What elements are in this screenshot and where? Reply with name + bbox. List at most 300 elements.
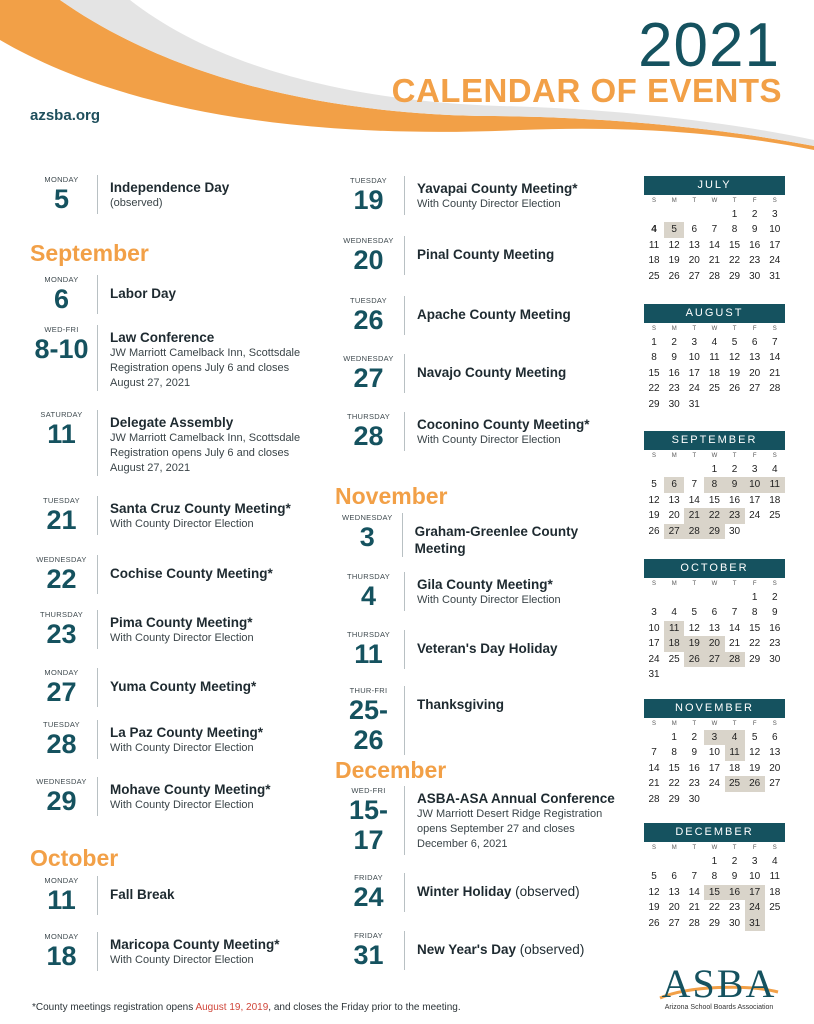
event-info	[98, 555, 273, 594]
mini-day: 8	[711, 871, 718, 883]
event-day-number: 29	[46, 786, 77, 816]
event-weekday: WEDNESDAY	[342, 513, 393, 522]
event-weekday: WED-FRI	[44, 325, 79, 334]
event-day-number: 28	[46, 729, 77, 759]
event-row	[28, 876, 328, 915]
mini-day: 15	[648, 367, 660, 379]
mini-empty-cell	[684, 207, 704, 222]
mini-day: 17	[648, 638, 660, 650]
mini-day: 3	[651, 607, 657, 619]
site-link[interactable]: azsba.org	[30, 107, 101, 124]
mini-day: 26	[668, 270, 680, 282]
mini-day: 7	[772, 337, 778, 348]
mini-weekday-label: F	[752, 581, 757, 587]
event-info	[405, 176, 578, 215]
event-date	[335, 354, 405, 393]
mini-day: 29	[648, 398, 660, 410]
event-info	[405, 873, 580, 912]
mini-empty-cell	[644, 590, 664, 605]
event-title-text: Delegate Assembly	[110, 415, 234, 430]
event-title-note: (observed)	[511, 884, 580, 899]
event-date	[335, 786, 405, 855]
mini-day: 31	[688, 398, 700, 410]
mini-weekday-label: S	[772, 326, 777, 332]
mini-day: 9	[751, 224, 758, 236]
mini-empty-cell	[644, 730, 664, 745]
event-detail: JW Marriott Camelback Inn, Scottsdale	[110, 432, 301, 444]
event-detail: JW Marriott Camelback Inn, Scottsdale	[110, 347, 301, 359]
event-row	[335, 296, 625, 335]
mini-day: 8	[671, 747, 677, 759]
mini-empty-cell	[644, 462, 664, 477]
event-day-number: 25-26	[348, 695, 389, 755]
mini-calendar-title: DECEMBER	[644, 823, 785, 842]
mini-empty-cell	[684, 462, 704, 477]
event-day-number: 27	[353, 363, 384, 393]
event-weekday: THURSDAY	[346, 412, 391, 421]
mini-weekday-label: T	[732, 581, 737, 587]
mini-weekday-label: M	[671, 845, 677, 851]
mini-day: 11	[709, 352, 720, 364]
mini-weekday-label: W	[711, 198, 718, 204]
mini-day: 15	[708, 494, 720, 506]
mini-day: 21	[708, 255, 720, 267]
mini-day: 23	[769, 638, 781, 650]
mini-day: 11	[725, 745, 745, 760]
mini-day: 24	[708, 778, 720, 790]
event-row	[335, 630, 625, 669]
event-title	[110, 724, 263, 741]
mini-day: 3	[772, 209, 778, 220]
mini-day: 20	[704, 636, 724, 651]
event-detail: Registration opens July 6 and closes	[110, 447, 290, 459]
mini-day: 23	[725, 508, 745, 523]
mini-day: 6	[751, 337, 758, 348]
mini-day: 5	[651, 871, 657, 883]
mini-day: 15	[668, 762, 680, 774]
event-title	[110, 886, 175, 903]
mini-day: 19	[749, 762, 761, 774]
event-title-note: (observed)	[516, 942, 585, 957]
mini-day: 5	[664, 222, 684, 237]
mini-day: 11	[648, 239, 660, 251]
event-detail: opens September 27 and closes	[417, 823, 575, 835]
mini-day: 23	[729, 902, 741, 914]
event-day-number: 5	[53, 184, 70, 214]
mini-day: 7	[731, 607, 738, 619]
mini-empty-cell	[664, 207, 684, 222]
mini-day: 8	[751, 607, 758, 619]
mini-day: 25	[725, 776, 745, 791]
event-day-number: 28	[353, 421, 384, 451]
mini-day: 29	[708, 917, 720, 929]
event-title	[415, 523, 625, 557]
event-row	[335, 513, 625, 557]
event-title-text: Independence Day	[110, 180, 230, 195]
mini-day: 30	[729, 917, 741, 929]
event-date	[335, 873, 405, 912]
mini-calendar-august	[644, 304, 785, 412]
mini-day: 14	[688, 494, 700, 506]
footnote	[32, 1002, 461, 1013]
event-date	[335, 513, 403, 557]
mini-day: 9	[691, 747, 698, 759]
event-title	[110, 614, 254, 631]
mini-day: 12	[749, 747, 761, 759]
mini-empty-cell	[684, 854, 704, 869]
mini-day: 21	[684, 508, 704, 523]
event-title	[417, 306, 571, 323]
mini-day: 31	[648, 668, 660, 680]
mini-day: 5	[691, 607, 698, 619]
mini-day: 22	[729, 255, 741, 267]
mini-day: 16	[769, 622, 781, 634]
event-title	[417, 941, 584, 958]
mini-day: 27	[704, 652, 724, 667]
event-day-number: 24	[353, 882, 384, 912]
event-title	[110, 329, 300, 346]
mini-empty-cell	[664, 590, 684, 605]
mini-calendar-december	[644, 823, 785, 931]
event-info	[98, 175, 229, 214]
event-title-text: Law Conference	[110, 330, 215, 345]
event-row	[335, 686, 625, 755]
mini-weekday-label: M	[671, 721, 677, 727]
event-row	[28, 275, 328, 314]
event-date	[335, 630, 405, 669]
event-info	[405, 236, 554, 275]
mini-day: 23	[688, 778, 700, 790]
event-title	[110, 285, 176, 302]
event-detail: December 6, 2021	[417, 838, 508, 850]
mini-day: 27	[664, 524, 684, 539]
event-title-text: Navajo County Meeting	[417, 365, 567, 380]
event-info	[405, 296, 571, 335]
event-detail: August 27, 2021	[110, 377, 191, 389]
mini-empty-cell	[704, 590, 724, 605]
mini-day: 14	[688, 886, 700, 898]
mini-weekday-label: S	[652, 198, 657, 204]
mini-day: 16	[729, 494, 741, 506]
mini-empty-cell	[684, 590, 704, 605]
mini-day: 11	[664, 621, 684, 636]
mini-day: 20	[749, 367, 761, 379]
event-date	[28, 876, 98, 915]
event-info	[405, 786, 615, 855]
event-row	[28, 325, 328, 391]
event-info	[98, 325, 300, 391]
mini-weekday-label: T	[732, 721, 737, 727]
mini-weekday-label: S	[652, 845, 657, 851]
mini-day: 10	[769, 224, 781, 236]
event-title-text: Pinal County Meeting	[417, 247, 555, 262]
event-info	[98, 668, 256, 707]
event-title-text: Fall Break	[110, 887, 175, 902]
mini-weekday-label: F	[752, 721, 757, 727]
mini-day: 22	[704, 508, 724, 523]
mini-weekday-label: T	[732, 845, 737, 851]
mini-weekday-label: T	[732, 326, 737, 332]
mini-day: 28	[688, 917, 700, 929]
mini-day: 4	[772, 856, 778, 867]
logo-word: ASBA	[661, 961, 777, 1006]
event-title	[417, 416, 590, 433]
mini-day: 5	[651, 479, 657, 491]
mini-day: 10	[749, 871, 761, 883]
event-detail: JW Marriott Desert Ridge Registration	[417, 808, 603, 820]
event-title	[417, 246, 554, 263]
footnote-text-1: *County meetings registration opens	[32, 1002, 196, 1013]
logo-tagline: Arizona School Boards Association	[664, 1004, 774, 1011]
mini-weekday-label: T	[692, 721, 697, 727]
event-detail: With County Director Election	[417, 594, 561, 606]
event-detail: (observed)	[110, 197, 163, 209]
event-date	[28, 325, 98, 391]
event-title	[110, 936, 280, 953]
mini-day: 18	[708, 367, 720, 379]
event-day-number: 19	[353, 185, 384, 215]
mini-day: 4	[651, 224, 657, 236]
event-day-number: 23	[46, 619, 77, 649]
mini-day: 23	[668, 383, 680, 395]
mini-day: 20	[769, 762, 781, 774]
mini-day: 4	[711, 337, 718, 348]
mini-day: 20	[668, 510, 680, 522]
mini-day: 8	[651, 352, 657, 364]
event-title-text: Winter Holiday	[417, 884, 512, 899]
mini-weekday-label: S	[772, 198, 777, 204]
event-info	[98, 275, 176, 314]
mini-day: 23	[749, 255, 761, 267]
footnote-date: August 19, 2019	[195, 1002, 269, 1013]
event-date	[28, 777, 98, 816]
event-weekday: TUESDAY	[350, 176, 387, 185]
mini-weekday-label: W	[711, 721, 718, 727]
mini-day: 29	[749, 653, 761, 665]
mini-day: 13	[749, 352, 761, 364]
month-heading-september: September	[30, 240, 149, 266]
event-info	[98, 410, 300, 476]
mini-day: 26	[684, 652, 704, 667]
event-detail: With County Director Election	[417, 198, 561, 210]
mini-day: 29	[668, 793, 680, 805]
footnote-text-2: , and closes the Friday prior to the meeting.	[268, 1002, 461, 1013]
mini-day: 8	[731, 224, 738, 236]
mini-day: 31	[745, 916, 765, 931]
mini-calendar-title: NOVEMBER	[644, 699, 785, 718]
event-day-number: 18	[46, 941, 77, 971]
event-date	[28, 668, 98, 707]
event-date	[28, 720, 98, 759]
mini-day: 13	[688, 239, 700, 251]
event-info	[405, 686, 504, 755]
event-info	[98, 777, 271, 816]
event-weekday: FRIDAY	[354, 873, 383, 882]
mini-day: 8	[704, 477, 724, 492]
mini-empty-cell	[664, 462, 684, 477]
mini-calendar-title: JULY	[644, 176, 785, 195]
event-title-text: Gila County Meeting*	[417, 577, 553, 592]
mini-weekday-label: T	[732, 453, 737, 459]
mini-day: 15	[729, 239, 741, 251]
event-weekday: MONDAY	[44, 275, 79, 284]
event-weekday: WEDNESDAY	[36, 777, 87, 786]
event-row	[28, 720, 328, 759]
event-title-text: Cochise County Meeting*	[110, 566, 273, 581]
event-info	[98, 876, 175, 915]
mini-empty-cell	[644, 207, 664, 222]
mini-day: 30	[769, 653, 781, 665]
mini-calendar-grid	[644, 323, 785, 412]
mini-day: 6	[711, 607, 718, 619]
mini-day: 25	[708, 383, 720, 395]
mini-day: 27	[749, 383, 761, 395]
mini-weekday-label: S	[772, 845, 777, 851]
event-title-text: Apache County Meeting	[417, 307, 571, 322]
mini-day: 30	[688, 793, 700, 805]
mini-day: 2	[671, 337, 677, 348]
mini-weekday-label: T	[692, 581, 697, 587]
mini-day: 1	[671, 732, 677, 743]
mini-day: 12	[729, 352, 741, 364]
mini-day: 7	[711, 224, 718, 236]
event-title-text: Veteran's Day Holiday	[417, 641, 558, 656]
mini-day: 12	[648, 494, 660, 506]
mini-weekday-label: T	[692, 326, 697, 332]
mini-day: 22	[708, 902, 720, 914]
event-title-text: Yavapai County Meeting*	[417, 181, 578, 196]
event-info	[405, 354, 566, 393]
mini-day: 14	[769, 352, 781, 364]
event-info	[98, 720, 263, 759]
mini-day: 18	[664, 636, 684, 651]
mini-day: 3	[704, 730, 724, 745]
mini-empty-cell	[704, 207, 724, 222]
mini-day: 19	[684, 636, 704, 651]
mini-day: 13	[668, 886, 680, 898]
mini-day: 13	[769, 747, 781, 759]
mini-day: 13	[708, 622, 720, 634]
page-year: 2021	[638, 11, 780, 80]
event-date	[28, 175, 98, 214]
mini-calendar-july	[644, 176, 785, 284]
mini-calendar-grid	[644, 195, 785, 284]
mini-day: 25	[769, 510, 781, 522]
mini-day: 26	[745, 776, 765, 791]
event-weekday: THURSDAY	[39, 610, 84, 619]
mini-day: 9	[772, 607, 778, 619]
mini-day: 18	[769, 886, 781, 898]
event-day-number: 6	[53, 284, 70, 314]
mini-day: 2	[731, 856, 738, 867]
mini-day: 10	[648, 622, 660, 634]
mini-day: 13	[668, 494, 680, 506]
event-date	[28, 610, 98, 649]
event-weekday: WEDNESDAY	[36, 555, 87, 564]
event-day-number: 11	[354, 639, 383, 669]
mini-day: 10	[745, 477, 765, 492]
event-weekday: FRIDAY	[354, 931, 383, 940]
mini-day: 17	[745, 885, 765, 900]
event-weekday: MONDAY	[44, 668, 79, 677]
event-date	[335, 412, 405, 451]
mini-day: 17	[769, 239, 781, 251]
mini-day: 17	[688, 367, 700, 379]
mini-day: 15	[749, 622, 761, 634]
event-date	[28, 275, 98, 314]
mini-calendar-title: SEPTEMBER	[644, 431, 785, 450]
mini-empty-cell	[644, 854, 664, 869]
event-title-text: Graham-Greenlee County Meeting	[414, 524, 579, 556]
mini-day: 19	[729, 367, 741, 379]
event-detail: With County Director Election	[110, 799, 254, 811]
mini-day: 2	[731, 464, 738, 475]
event-day-number: 3	[359, 522, 375, 552]
mini-day: 22	[668, 778, 680, 790]
mini-day: 6	[671, 871, 677, 883]
event-detail: With County Director Election	[110, 742, 254, 754]
event-row	[28, 555, 328, 594]
mini-weekday-label: S	[652, 453, 657, 459]
event-detail: August 27, 2021	[110, 462, 191, 474]
event-title	[110, 781, 271, 798]
mini-weekday-label: M	[671, 581, 677, 587]
event-day-number: 11	[47, 885, 76, 915]
event-row	[335, 354, 625, 393]
mini-day: 24	[745, 900, 765, 915]
mini-day: 6	[691, 224, 698, 236]
mini-weekday-label: S	[772, 721, 777, 727]
mini-calendar-grid	[644, 450, 785, 539]
mini-weekday-label: F	[752, 198, 757, 204]
event-row	[28, 410, 328, 476]
mini-day: 29	[729, 270, 741, 282]
mini-day: 25	[668, 653, 680, 665]
event-date	[335, 296, 405, 335]
event-row	[28, 777, 328, 816]
event-detail: Registration opens July 6 and closes	[110, 362, 290, 374]
event-date	[335, 572, 405, 611]
event-row	[28, 610, 328, 649]
mini-day: 7	[651, 747, 657, 759]
mini-weekday-label: M	[671, 453, 677, 459]
mini-weekday-label: F	[752, 845, 757, 851]
event-weekday: WEDNESDAY	[343, 236, 394, 245]
mini-weekday-label: S	[772, 581, 777, 587]
event-detail: With County Director Election	[110, 632, 254, 644]
event-row	[335, 572, 625, 611]
mini-day: 3	[691, 337, 698, 348]
event-title	[417, 640, 558, 657]
event-row	[335, 412, 625, 451]
mini-empty-cell	[664, 854, 684, 869]
mini-day: 25	[769, 902, 781, 914]
event-day-number: 8-10	[34, 334, 89, 364]
mini-day: 2	[691, 732, 698, 743]
mini-day: 4	[671, 607, 677, 619]
mini-weekday-label: T	[692, 845, 697, 851]
mini-day: 11	[765, 477, 785, 492]
event-weekday: WED-FRI	[351, 786, 386, 795]
event-date	[335, 176, 405, 215]
mini-day: 31	[769, 270, 781, 282]
mini-day: 30	[668, 398, 680, 410]
mini-day: 29	[704, 524, 724, 539]
event-title-text: ASBA-ASA Annual Conference	[417, 791, 615, 806]
event-detail: With County Director Election	[110, 518, 254, 530]
mini-calendar-october	[644, 559, 785, 682]
month-heading-november: November	[335, 483, 448, 509]
